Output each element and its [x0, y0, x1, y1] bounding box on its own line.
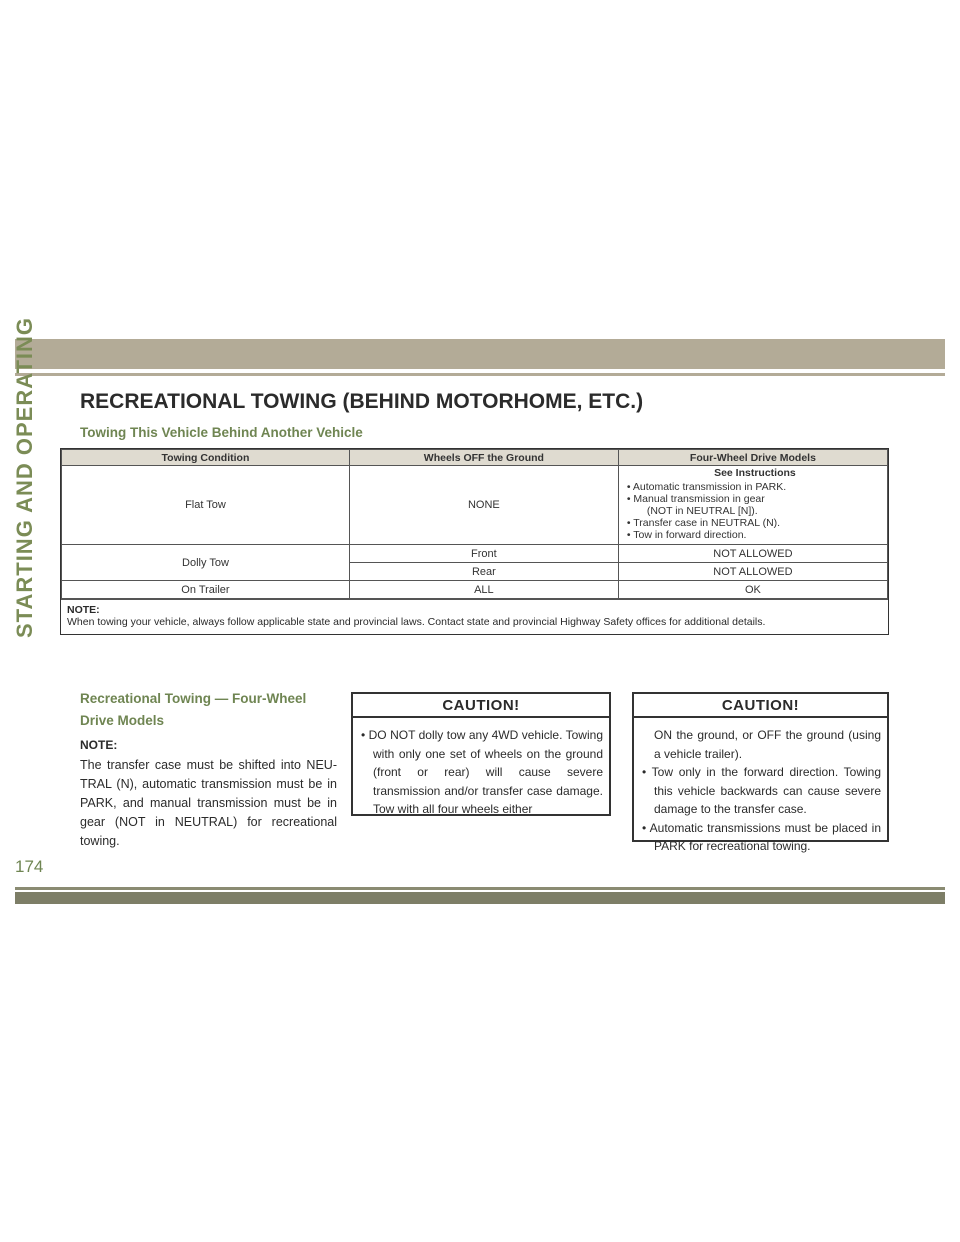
page-number: 174: [15, 857, 44, 876]
instruction-item: • Automatic transmission in PARK.: [626, 481, 787, 493]
instruction-item: • Transfer case in NEUTRAL (N).: [626, 517, 781, 529]
caution-bullet: • DO NOT dolly tow any 4WD vehicle. Towing with only one set of wheels on the ground (front or rear) will cause severe transmission and/or transfer case damage. Tow with all four wheels either: [361, 728, 603, 816]
page-title: RECREATIONAL TOWING (BEHIND MOTORHOME, ETC.): [80, 390, 644, 413]
column-header: Four-Wheel Drive Models: [618, 450, 887, 466]
trailer-condition: On Trailer: [62, 581, 350, 599]
column-header: Wheels OFF the Ground: [349, 450, 618, 466]
table-note-heading: NOTE:: [67, 604, 100, 616]
side-section-tab: [8, 316, 40, 638]
trailer-wheels: ALL: [349, 581, 618, 599]
flat-tow-condition: Flat Tow: [62, 466, 350, 545]
instruction-item-continued: (NOT in NEUTRAL [N]).: [646, 505, 758, 517]
dolly-rear-value: NOT ALLOWED: [618, 563, 887, 581]
caution-bullet: • Tow only in the forward direction. Towing this vehicle backwards can cause severe damage to the transfer case.: [642, 765, 881, 816]
table-row: [62, 466, 888, 545]
table-note: [61, 599, 888, 634]
caution-title: CAUTION!: [634, 694, 887, 718]
note-body: The transfer case must be shifted into NEU-TRAL (N), automatic transmission must be in PARK, and manual transmission must be in gear (NOT in NEUTRAL) for recreational towing.: [80, 758, 337, 848]
top-decorative-bar: [15, 339, 945, 369]
towing-table: [60, 448, 889, 635]
dolly-tow-condition: Dolly Tow: [62, 545, 350, 581]
table-row: [62, 581, 888, 599]
trailer-value: OK: [618, 581, 887, 599]
caution-bullet: • Automatic transmissions must be placed in PARK for recreational towing.: [642, 820, 881, 853]
bottom-decorative-bar: [15, 892, 945, 904]
note-heading: NOTE:: [80, 738, 118, 752]
flat-tow-instructions: [618, 466, 887, 545]
instruction-item: • Tow in forward direction.: [626, 529, 747, 541]
column-header: Towing Condition: [62, 450, 350, 466]
instructions-header: See Instructions: [714, 467, 796, 479]
dolly-rear-label: Rear: [349, 563, 618, 581]
caution-continued-text: ON the ground, or OFF the ground (using a vehicle trailer).: [654, 728, 881, 761]
top-rule: [15, 373, 945, 376]
caution-box-1: [351, 692, 611, 816]
dolly-front-value: NOT ALLOWED: [618, 545, 887, 563]
section-label: STARTING AND OPERATING: [12, 316, 37, 638]
section-heading: Recreational Towing — Four-Wheel Drive Models: [80, 691, 307, 728]
flat-tow-wheels: NONE: [349, 466, 618, 545]
page-subtitle: Towing This Vehicle Behind Another Vehicle: [80, 425, 363, 440]
caution-box-2: [632, 692, 889, 853]
bottom-rule: [15, 887, 945, 890]
table-row: [62, 545, 888, 563]
instruction-item: • Manual transmission in gear: [626, 493, 765, 505]
caution-title: CAUTION!: [353, 694, 609, 718]
dolly-front-label: Front: [349, 545, 618, 563]
table-note-text: When towing your vehicle, always follow applicable state and provincial laws. Contact state and provincial Highway Safety offices for additional details.: [67, 616, 766, 628]
table-header-row: [62, 450, 888, 466]
